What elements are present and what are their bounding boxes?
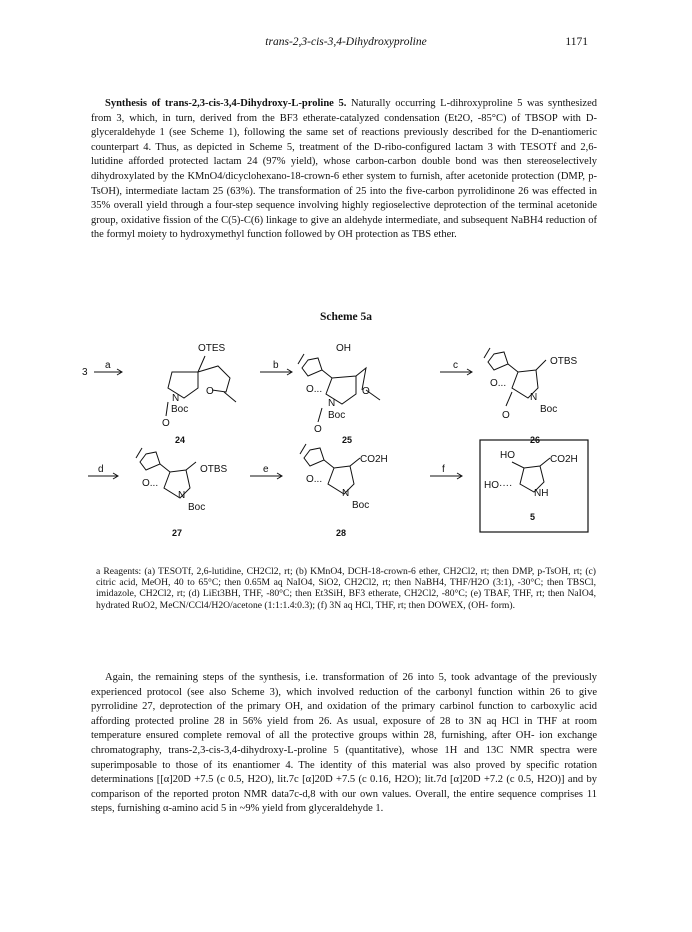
svg-text:N: N <box>178 490 186 501</box>
svg-text:O...: O... <box>490 378 507 389</box>
compound-28-structure <box>300 444 388 511</box>
compound-25-structure <box>298 343 380 435</box>
paragraph-heading: Synthesis of trans-2,3-cis-3,4-Dihydroxy-L-proline 5. <box>105 98 347 109</box>
compound-5-structure <box>484 450 578 499</box>
svg-text:N: N <box>328 398 336 409</box>
arrow-f-label: f <box>442 464 445 475</box>
svg-text:O...: O... <box>142 478 159 489</box>
paragraph-body: Naturally occurring L-dihroxyproline 5 was synthesized from 3, which, in turn, derived from the BF3 etherate-catalyzed condensation (Et2O, -85°C) of TBSOP with D-glyceraldehyde 1 (see Scheme 1), following the same set of reactions previously described for the D-enantiomeric counterpart 4. Thus, as depicted in Scheme 5, treatment of the D-ribo-configured lactam 3 with TESOTf and 2,6-lutidine afforded protected lactam 24 (97% yield), whose carbon-carbon double bond was then stereoselectively dihydroxylated by the KMnO4/dicyclohexano-18-crown-6 ether system to furnish, after acetonide protection (DMP, p-TsOH), intermediate lactam 25 (63%). The transformation of 25 into the five-carbon pyrrolidinone 26 was effected in 35% overall yield through a four-step sequence involving highly regioselective deprotection of the terminal acetonide group, oxidative fission of the C(5)-C(6) linkage to give an aldehyde intermediate, and subsequent NaBH4 reduction of the formyl moiety to hydroxymethyl function followed by OH protection as TBS ether. <box>91 98 597 241</box>
arrow-b-label: b <box>273 360 279 371</box>
arrow-a-label: a <box>105 360 111 371</box>
compound-24-structure <box>162 343 236 429</box>
svg-text:OTES: OTES <box>198 343 226 354</box>
paragraph-remaining-steps <box>91 671 597 817</box>
compound-28-number: 28 <box>336 528 347 538</box>
svg-text:OTBS: OTBS <box>200 464 228 475</box>
start-compound-label: 3 <box>82 367 88 378</box>
compound-27-structure <box>136 448 228 513</box>
svg-text:Boc: Boc <box>188 502 206 513</box>
svg-text:HO····: HO···· <box>484 480 513 491</box>
arrow-d-label: d <box>98 464 104 475</box>
svg-text:Boc: Boc <box>328 410 346 421</box>
paragraph-synthesis <box>91 97 597 243</box>
compound-24-number: 24 <box>175 435 186 445</box>
svg-text:NH: NH <box>534 488 549 499</box>
svg-text:O: O <box>362 386 370 397</box>
svg-text:CO2H: CO2H <box>360 454 388 465</box>
arrow-c-label: c <box>453 360 458 371</box>
svg-text:O: O <box>502 410 510 421</box>
svg-text:N: N <box>530 392 538 403</box>
svg-text:O...: O... <box>306 474 323 485</box>
svg-text:OH: OH <box>336 343 351 354</box>
reaction-scheme <box>60 330 600 540</box>
compound-26-structure <box>484 348 578 421</box>
svg-text:O: O <box>314 424 322 435</box>
compound-5-number: 5 <box>530 512 536 522</box>
paragraph-body: Again, the remaining steps of the synthesis, i.e. transformation of 26 into 5, took advantage of the previously experienced protocol (see also Scheme 3), which involved reduction of the carbonyl function within 26 to give pyrrolidine 27, deprotection of the primary OH, and oxidation of the primary carbinol function to carboxylic acid affording protected proline 28 in 56% yield from 26. As usual, exposure of 28 to 3N aq HCl in THF at room temperature ensured complete removal of all the protective groups within 28, furnishing, after OH- ion exchange chromatography, trans-2,3-cis-3,4-dihydroxy-L-proline 5 (quantitative), whose 1H and 13C NMR spectra were superimposable to those of its enantiomer 4. The identity of this material was also proved by specific rotation determinations [[α]20D +7.5 (c 0.5, H2O), lit.7c [α]20D +7.5 (c 0.16, H2O); lit.7d [α]20D +7.2 (c 0.5, H2O)] and by comparison of the reported proton NMR data7c-d,8 with our own values. Overall, the entire sequence comprises 11 steps, furnishing α-amino acid 5 in ~9% yield from glyceraldehyde 1. <box>91 672 597 815</box>
svg-text:CO2H: CO2H <box>550 454 578 465</box>
page-number: 1171 <box>565 36 588 48</box>
svg-text:O: O <box>162 418 170 429</box>
svg-text:O: O <box>206 386 214 397</box>
svg-text:N: N <box>342 488 350 499</box>
svg-text:Boc: Boc <box>352 500 370 511</box>
compound-26-number: 26 <box>530 435 541 445</box>
arrow-e-label: e <box>263 464 269 475</box>
svg-text:O...: O... <box>306 384 323 395</box>
compound-25-number: 25 <box>342 435 353 445</box>
svg-text:Boc: Boc <box>540 404 558 415</box>
svg-text:Boc: Boc <box>171 404 189 415</box>
svg-text:OTBS: OTBS <box>550 356 578 367</box>
running-title: trans-2,3-cis-3,4-Dihydroxyproline <box>265 36 427 48</box>
scheme-title: Scheme 5a <box>319 311 373 323</box>
compound-27-number: 27 <box>172 528 183 538</box>
svg-text:HO: HO <box>500 450 515 461</box>
scheme-reagents-footnote: a Reagents: (a) TESOTf, 2,6-lutidine, CH2Cl2, rt; (b) KMnO4, DCH-18-crown-6 ether, CH2Cl2, rt; then DMP, p-TsOH, rt; (c) citric acid, MeOH, 40 to 65°C; then 0.65M aq NaIO4, SiO2, CH2Cl2, rt; then NaBH4, THF/H2O (3:1), -30°C; then TBSCl, imidazole, CH2Cl2, rt; (d) LiEt3BH, THF, -80°C; then Et3SiH, BF3 etherate, CH2Cl2, -80°C; (e) TBAF, THF, rt; then NaIO4, hydrated RuO2, MeCN/CCl4/H2O/acetone (1:1:1.4:0.3); (f) 3N aq HCl, THF, rt; then DOWEX, (OH- form). <box>96 566 596 611</box>
svg-text:N: N <box>172 393 180 404</box>
